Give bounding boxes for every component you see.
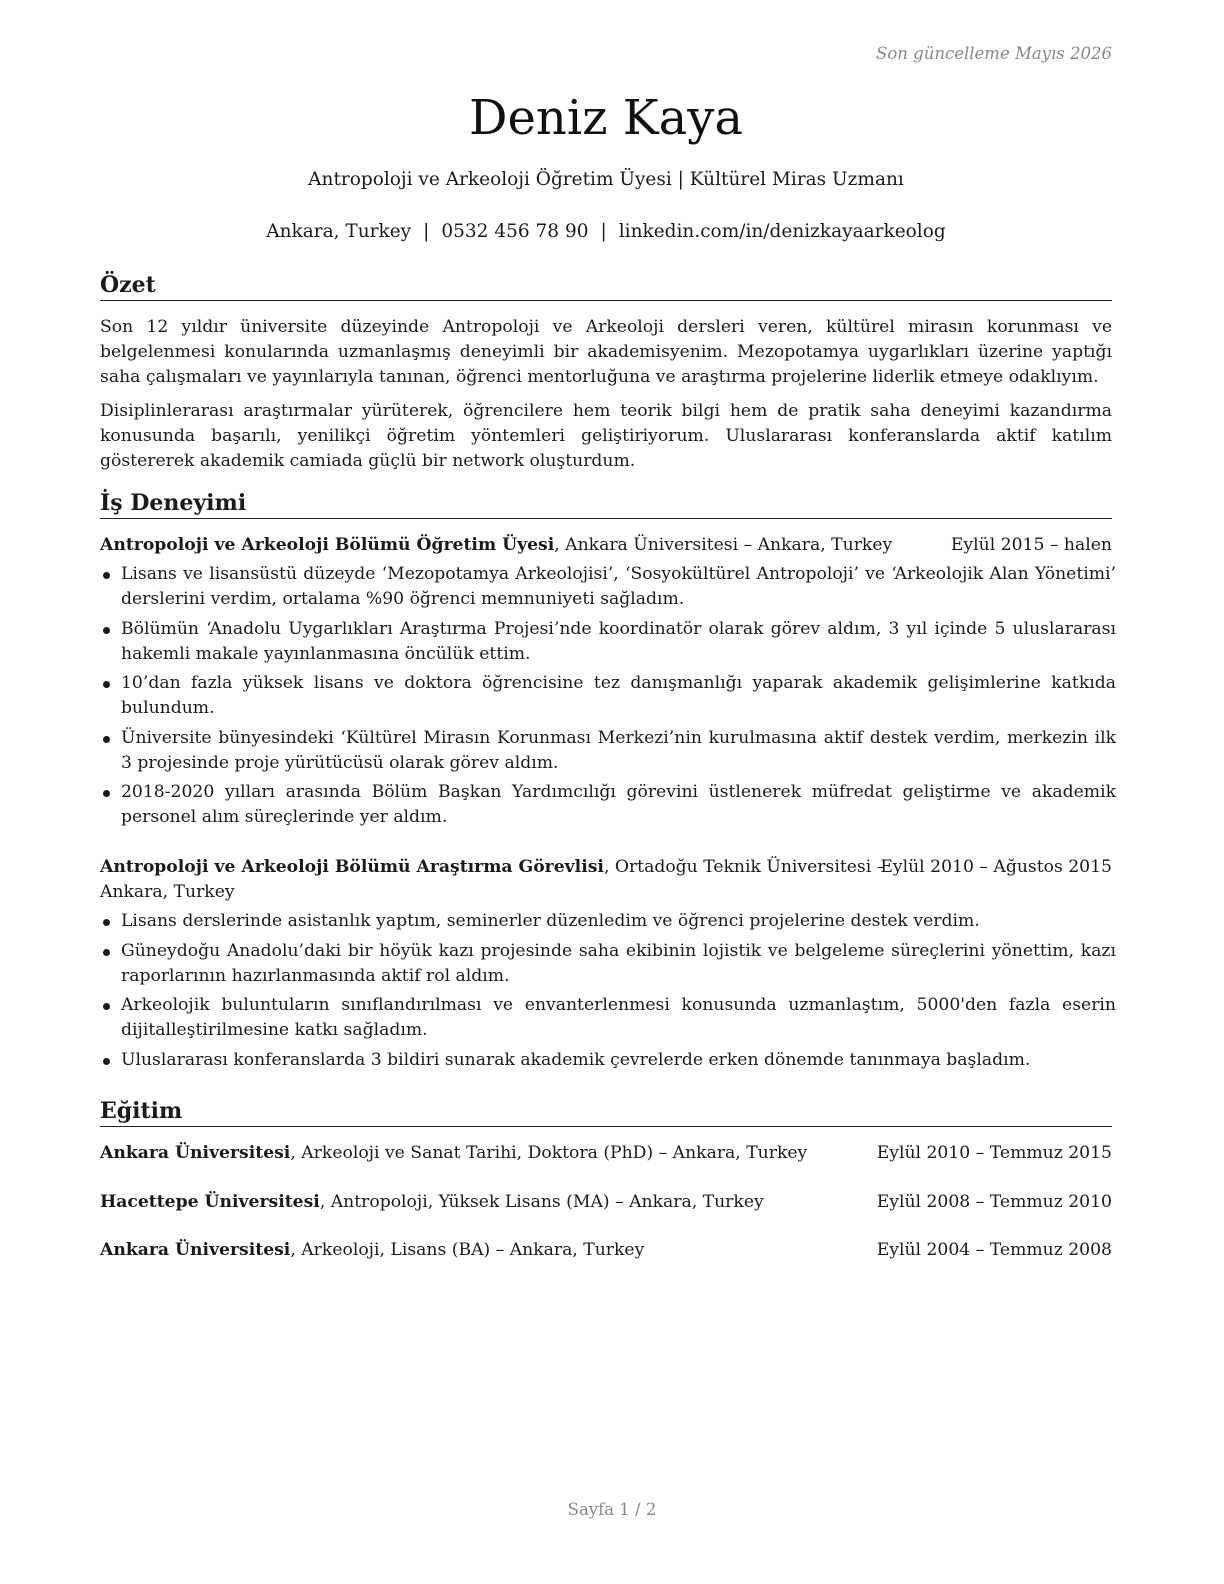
job-org-location: Ankara, Turkey bbox=[100, 882, 235, 902]
education-heading: Eğitim bbox=[100, 1097, 1112, 1127]
education-item bbox=[100, 1238, 1112, 1263]
education-item bbox=[100, 1190, 1112, 1215]
job-title: Antropoloji ve Arkeoloji Bölümü Öğretim Üyesi bbox=[100, 535, 555, 555]
school-name: Hacettepe Üniversitesi bbox=[100, 1192, 320, 1212]
list-item: Lisans derslerinde asistanlık yaptım, seminerler düzenledim ve öğrenci projelerine destek verdim. bbox=[100, 909, 1116, 934]
degree-detail: , Arkeoloji, Lisans (BA) – Ankara, Turkey bbox=[290, 1240, 645, 1260]
job-header bbox=[100, 855, 1112, 905]
school-name: Ankara Üniversitesi bbox=[100, 1240, 291, 1260]
separator: | bbox=[423, 221, 430, 242]
education-item bbox=[100, 1141, 1112, 1166]
summary-paragraph: Disiplinlerarası araştırmalar yürüterek, öğrencilere hem teorik bilgi hem de pratik saha deneyimi kazandırma konusunda başarılı, yenilikçi öğretim yöntemleri geliştiriyorum. Uluslararası konferanslarda aktif katılım göstererek akademik camiada güçlü bir network oluşturdum. bbox=[100, 401, 1112, 471]
summary-paragraph: Son 12 yıldır üniversite düzeyinde Antropoloji ve Arkeoloji dersleri veren, kültürel mirasın korunması ve belgelenmesi konularında uzmanlaşmış deneyimli bir akademisyenim. Mezopotamya uygarlıkları üzerine yaptığı saha çalışmaları ve yayınlarıyla tanınan, öğrenci mentorluğuna ve araştırma projelerine liderlik etmeye odaklıyım. bbox=[100, 317, 1112, 387]
list-item: Bölümün ‘Anadolu Uygarlıkları Araştırma Projesi’nde koordinatör olarak görev aldım, 3 yıl içinde 5 uluslararası hakemli makale yayınlanmasına öncülük ettim. bbox=[100, 617, 1116, 667]
location: Ankara, Turkey bbox=[266, 221, 412, 242]
job-org: , Ortadoğu Teknik Üniversitesi – bbox=[603, 857, 886, 877]
job-bullets bbox=[100, 562, 1116, 835]
list-item: 10’dan fazla yüksek lisans ve doktora öğrencisine tez danışmanlığı yaparak akademik gelişimlerine katkıda bulundum. bbox=[100, 671, 1116, 721]
education-date: Eylül 2008 – Temmuz 2010 bbox=[876, 1192, 1112, 1212]
page-number: Sayfa 1 / 2 bbox=[567, 1500, 657, 1519]
separator: | bbox=[600, 221, 607, 242]
linkedin-link[interactable]: linkedin.com/in/denizkayaarkeolog bbox=[618, 221, 946, 242]
summary-heading: Özet bbox=[100, 271, 1112, 301]
candidate-name: Deniz Kaya bbox=[469, 90, 743, 146]
job-org: , Ankara Üniversitesi – Ankara, Turkey bbox=[554, 535, 893, 555]
education-date: Eylül 2004 – Temmuz 2008 bbox=[876, 1240, 1112, 1260]
headline: Antropoloji ve Arkeoloji Öğretim Üyesi | Kültürel Miras Uzmanı bbox=[308, 169, 904, 190]
list-item: Üniversite bünyesindeki ‘Kültürel Mirasın Korunması Merkezi’nin kurulmasına aktif destek verdim, merkezin ilk 3 projesinde proje yürütücüsü olarak görev aldım. bbox=[100, 726, 1116, 776]
job-date: Eylül 2015 – halen bbox=[950, 535, 1112, 555]
job-bullets bbox=[100, 909, 1116, 1077]
list-item: Arkeolojik buluntuların sınıflandırılması ve envanterlenmesi konusunda uzmanlaştım, 5000'den fazla eserin dijitalleştirilmesine katkı sağladım. bbox=[100, 993, 1116, 1043]
last-updated: Son güncelleme Mayıs 2026 bbox=[876, 44, 1112, 63]
list-item: Uluslararası konferanslarda 3 bildiri sunarak akademik çevrelerde erken dönemde tanınmaya başladım. bbox=[100, 1048, 1116, 1073]
list-item: 2018-2020 yılları arasında Bölüm Başkan Yardımcılığı görevini üstlenerek müfredat geliştirme ve akademik personel alım süreçlerinde yer aldım. bbox=[100, 780, 1116, 830]
job-title: Antropoloji ve Arkeoloji Bölümü Araştırma Görevlisi bbox=[100, 857, 604, 877]
education-date: Eylül 2010 – Temmuz 2015 bbox=[876, 1143, 1112, 1163]
school-name: Ankara Üniversitesi bbox=[100, 1143, 291, 1163]
experience-heading: İş Deneyimi bbox=[100, 489, 1112, 519]
degree-detail: , Antropoloji, Yüksek Lisans (MA) – Ankara, Turkey bbox=[319, 1192, 764, 1212]
contact-info bbox=[100, 219, 1112, 245]
job-date: Eylül 2010 – Ağustos 2015 bbox=[880, 857, 1112, 877]
degree-detail: , Arkeoloji ve Sanat Tarihi, Doktora (PhD) – Ankara, Turkey bbox=[290, 1143, 808, 1163]
list-item: Güneydoğu Anadolu’daki bir höyük kazı projesinde saha ekibinin lojistik ve belgeleme süreçlerini yönettim, kazı raporlarının hazırlanmasında aktif rol aldım. bbox=[100, 939, 1116, 989]
phone: 0532 456 78 90 bbox=[441, 221, 589, 242]
list-item: Lisans ve lisansüstü düzeyde ‘Mezopotamya Arkeolojisi’, ‘Sosyokültürel Antropoloji’ ve ‘Arkeolojik Alan Yönetimi’ derslerini verdim, ortalama %90 öğrenci memnuniyeti sağladım. bbox=[100, 562, 1116, 612]
job-header bbox=[100, 533, 1112, 558]
